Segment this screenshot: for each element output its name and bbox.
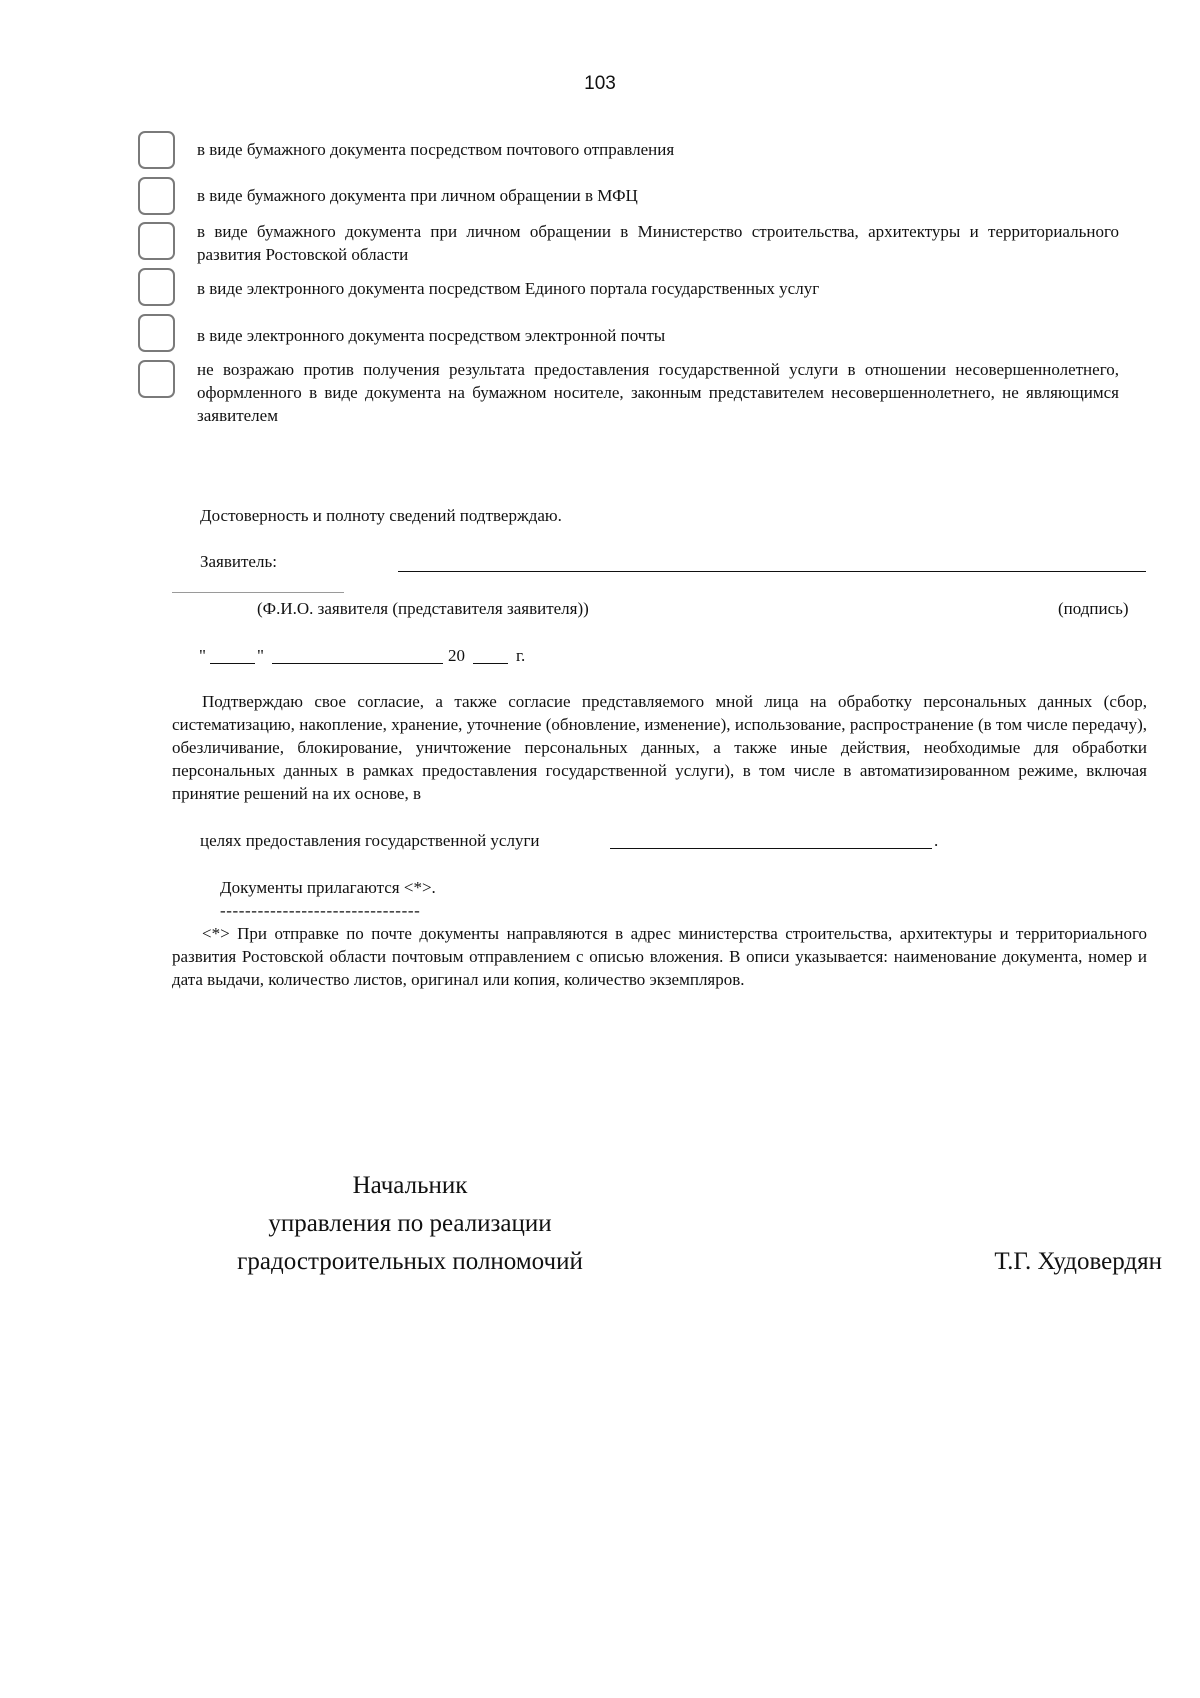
signatory-position-line3: градостроительных полномочий — [237, 1248, 583, 1275]
confirmation-text: Достоверность и полноту сведений подтверждаю. — [200, 506, 562, 525]
option-label-minor-consent: не возражаю против получения результата предоставления государственной услуги в отношении несовершеннолетнего, оформленного в виде документа на бумажном носителе, законным представителем несовершеннолетнего, не являющимся заявителем — [197, 360, 1119, 425]
attachments-text: Документы прилагаются <*>. — [220, 878, 436, 897]
option-label-postal: в виде бумажного документа посредством почтового отправления — [197, 140, 675, 159]
date-day-line[interactable] — [210, 663, 255, 664]
date-year-suffix: г. — [516, 646, 526, 665]
footnote-text: <*> При отправке по почте документы направляются в адрес министерства строительства, архитектуры и территориального развития Ростовской области почтовым отправлением с описью вложения. В описи указывается: наименование документа, номер и дата выдачи, количество листов, оригинал или копия, количество экземпляров. — [172, 924, 1147, 989]
checkbox-email[interactable] — [138, 314, 175, 352]
date-close-quote: " — [257, 646, 264, 665]
footnote-paragraph — [172, 922, 1147, 991]
checkbox-minor-consent[interactable] — [138, 360, 175, 398]
fio-caption: (Ф.И.О. заявителя (представителя заявителя)) — [257, 599, 589, 618]
consent-text: Подтверждаю свое согласие, а также согласие представляемого мной лица на обработку персональных данных (сбор, систематизацию, накопление, хранение, уточнение (обновление, изменение), использование, распространение (в том числе передачу), обезличивание, блокирование, уничтожение персональных данных, а также иные действия, необходимые для обработки персональных данных в рамках предоставления государственной услуги), в том числе в автоматизированном режиме, включая принятие решений на их основе, в — [172, 692, 1147, 803]
date-year-prefix: 20 — [448, 646, 465, 665]
checkbox-postal[interactable] — [138, 131, 175, 169]
date-year-line[interactable] — [473, 663, 508, 664]
option-label-epgu: в виде электронного документа посредством Единого портала государственных услуг — [197, 279, 820, 298]
consent-purpose-line[interactable] — [610, 848, 932, 849]
applicant-label: Заявитель: — [200, 552, 277, 571]
signatory-position-line2: управления по реализации — [268, 1210, 552, 1237]
page-number: 103 — [584, 73, 616, 94]
date-open-quote: " — [199, 646, 206, 665]
checkbox-epgu[interactable] — [138, 268, 175, 306]
checkbox-ministry[interactable] — [138, 222, 175, 260]
checkbox-mfc[interactable] — [138, 177, 175, 215]
applicant-name-line[interactable] — [172, 592, 344, 593]
option-label-mfc: в виде бумажного документа при личном обращении в МФЦ — [197, 186, 638, 205]
footnote-separator: -------------------------------- — [220, 901, 421, 920]
signatory-position-line1: Начальник — [352, 1172, 468, 1199]
option-label-email: в виде электронного документа посредством электронной почты — [197, 326, 666, 345]
consent-purpose: целях предоставления государственной услуги — [200, 831, 540, 850]
signatory-name: Т.Г. Худовердян — [994, 1248, 1162, 1275]
consent-end: . — [934, 831, 939, 850]
consent-paragraph — [172, 690, 1147, 805]
option-label-ministry: в виде бумажного документа при личном обращении в Министерство строительства, архитектуры и территориального развития Ростовской области — [197, 222, 1119, 264]
applicant-signature-line[interactable] — [398, 571, 1146, 572]
date-month-line[interactable] — [272, 663, 443, 664]
signature-caption: (подпись) — [1058, 599, 1129, 618]
